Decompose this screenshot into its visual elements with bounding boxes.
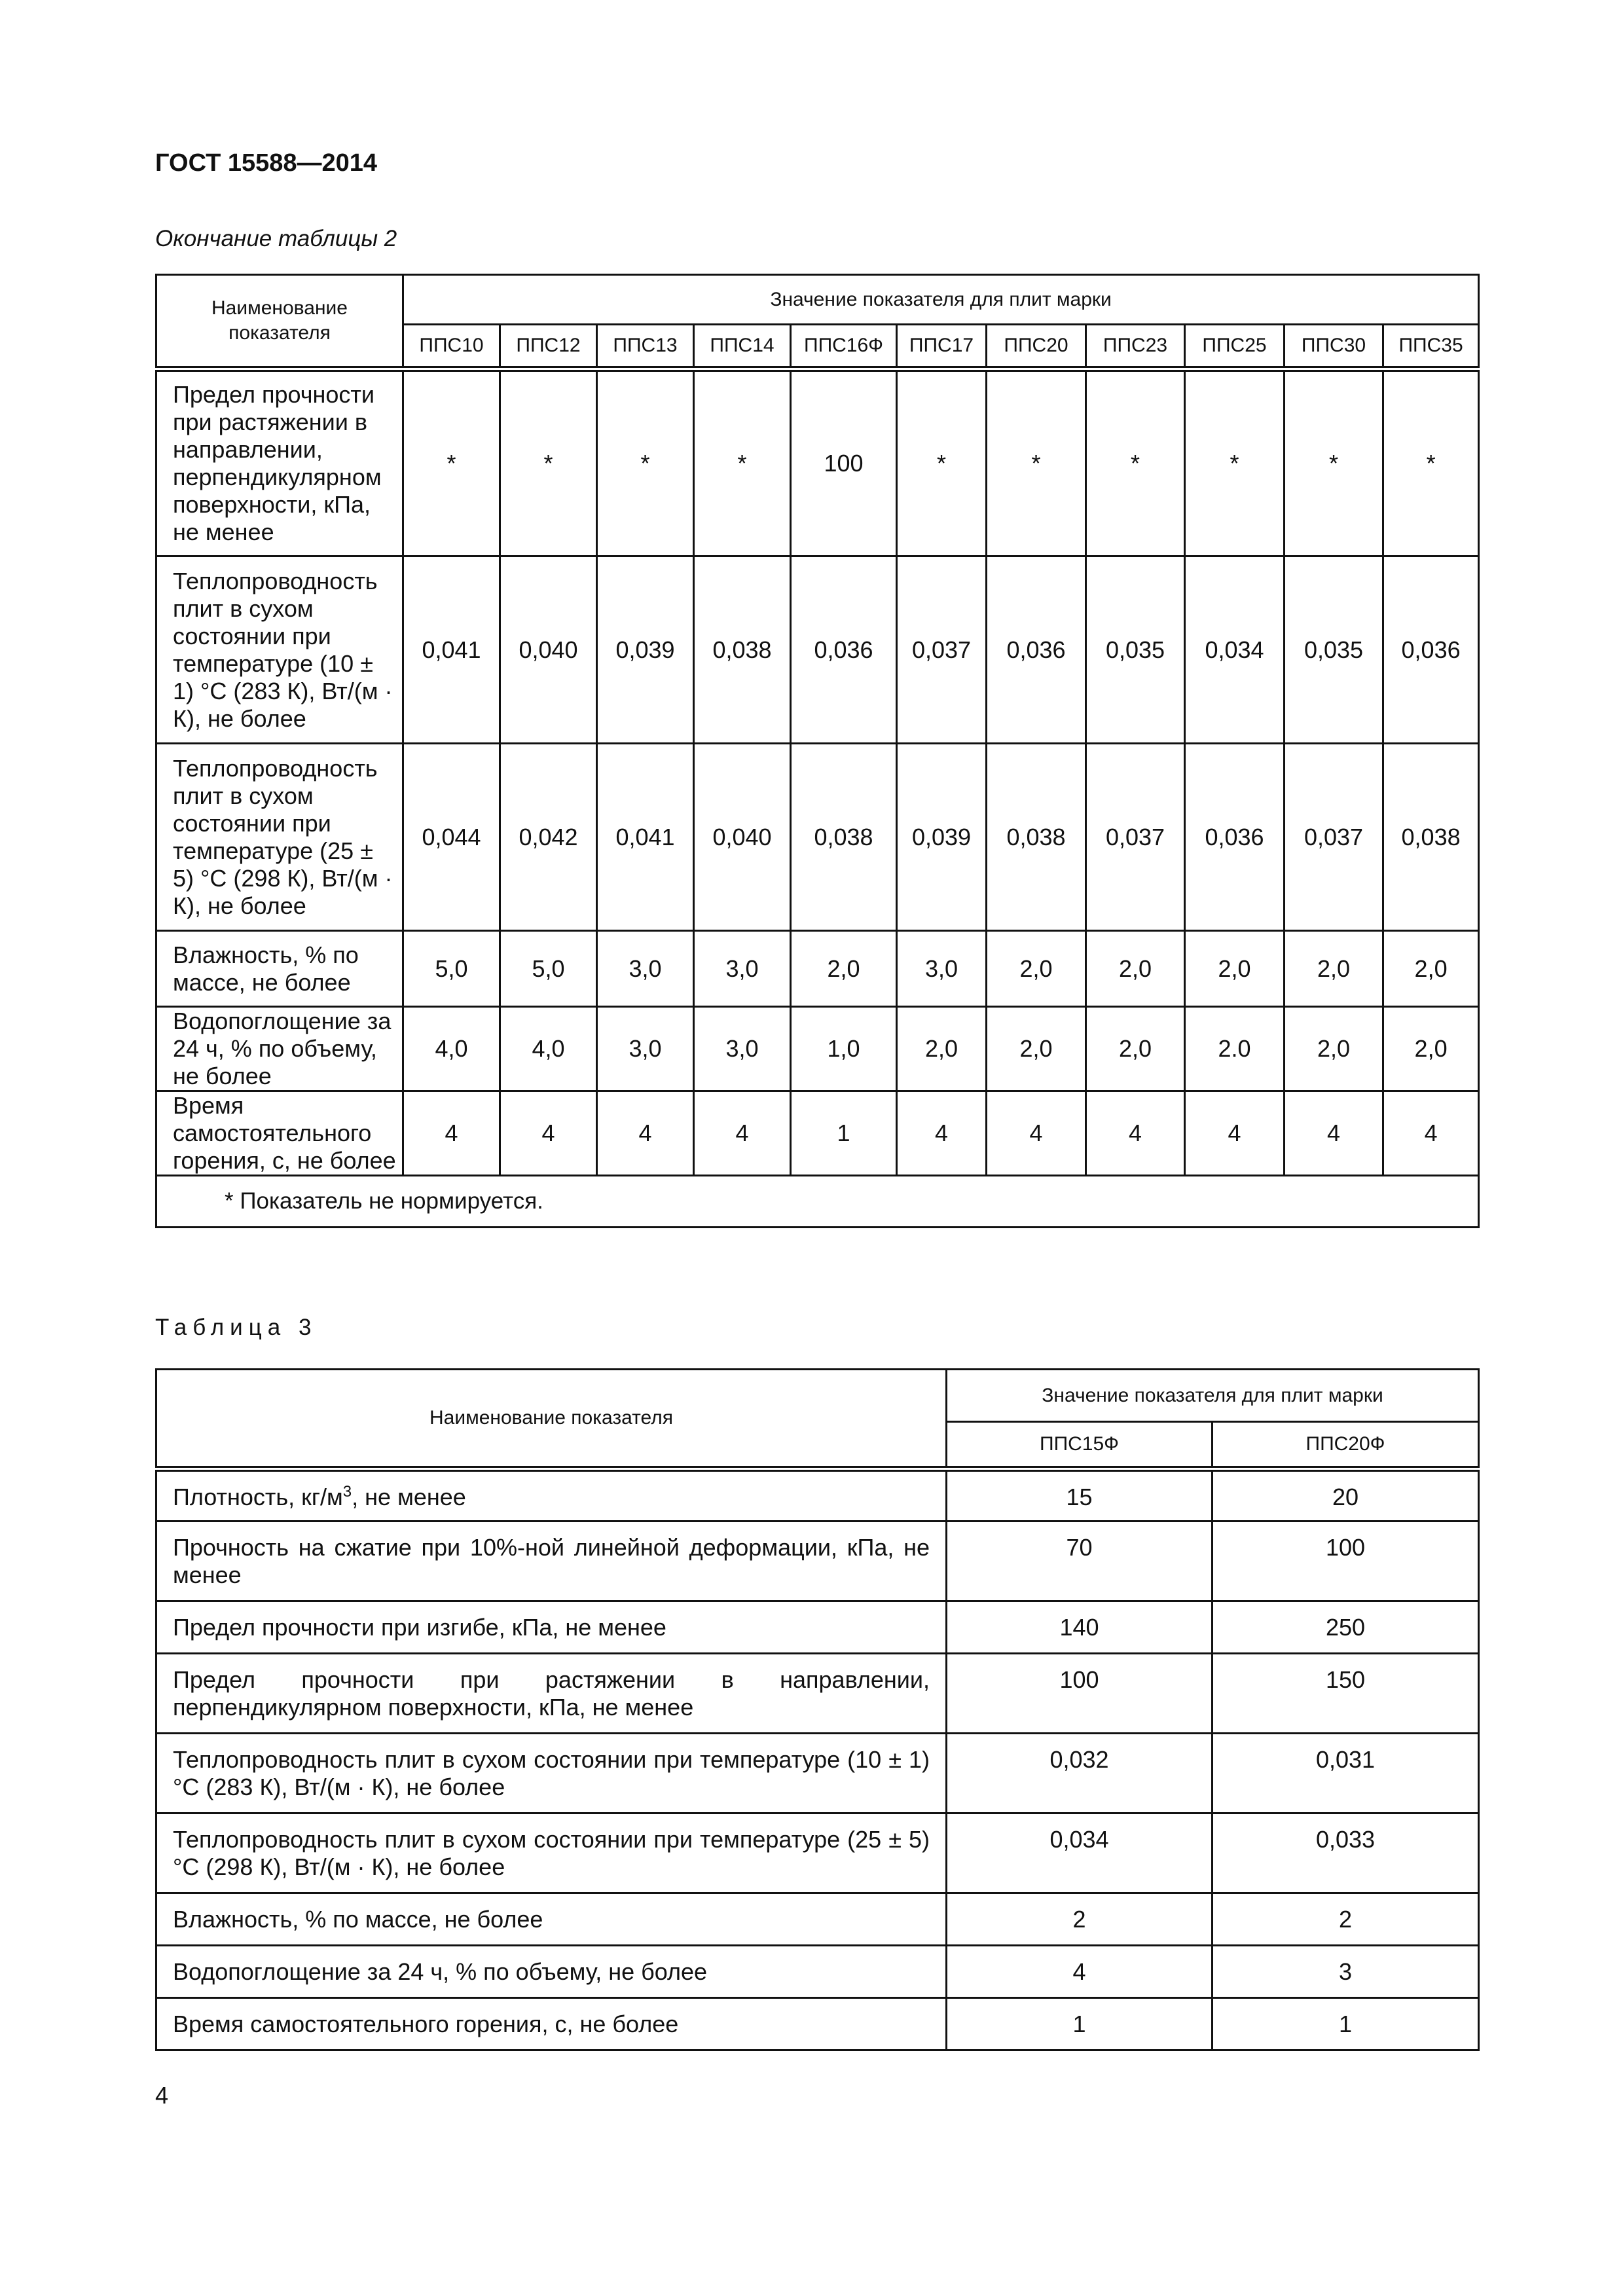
row-value: * bbox=[1383, 369, 1479, 556]
table-2-mark-header: ППС13 bbox=[597, 325, 694, 369]
row-value: 0,037 bbox=[1285, 744, 1383, 931]
table-row bbox=[156, 1893, 1479, 1946]
row-name: Теплопроводность плит в сухом состоянии при температуре (25 ± 5) °С (298 К), Вт/(м · К), не более bbox=[156, 1813, 947, 1893]
row-value: 1 bbox=[1213, 1998, 1479, 2050]
row-name: Время самостоятельного горения, с, не более bbox=[156, 1091, 403, 1176]
row-value: 2,0 bbox=[1185, 931, 1285, 1007]
table-row bbox=[156, 744, 1479, 931]
row-value: 0,038 bbox=[791, 744, 897, 931]
row-value: 2,0 bbox=[987, 1007, 1086, 1091]
row-value: 0,034 bbox=[947, 1813, 1213, 1893]
row-value: 0,034 bbox=[1185, 556, 1285, 744]
row-value: 0,033 bbox=[1213, 1813, 1479, 1893]
row-name bbox=[156, 1469, 947, 1522]
table-3-mark-header: ППС20Ф bbox=[1213, 1422, 1479, 1469]
row-name: Предел прочности при растяжении в направлении, перпендикулярном поверхности, кПа, не менее bbox=[156, 369, 403, 556]
row-value: 4,0 bbox=[500, 1007, 597, 1091]
row-value: 15 bbox=[947, 1469, 1213, 1522]
row-value: 2,0 bbox=[1285, 931, 1383, 1007]
table-2-mark-header: ППС30 bbox=[1285, 325, 1383, 369]
row-value: 4 bbox=[1086, 1091, 1185, 1176]
row-value: * bbox=[1185, 369, 1285, 556]
row-value: 2,0 bbox=[987, 931, 1086, 1007]
row-name: Водопоглощение за 24 ч, % по объему, не более bbox=[156, 1007, 403, 1091]
row-value: 3,0 bbox=[694, 931, 791, 1007]
table-row bbox=[156, 1091, 1479, 1176]
table-row bbox=[156, 1734, 1479, 1813]
density-label: Плотность, кг/м bbox=[173, 1484, 343, 1510]
table-3-name-header: Наименование показателя bbox=[156, 1370, 947, 1469]
row-value: 150 bbox=[1213, 1654, 1479, 1734]
row-value: 100 bbox=[791, 369, 897, 556]
row-value: 250 bbox=[1213, 1601, 1479, 1654]
row-value: 4 bbox=[1185, 1091, 1285, 1176]
row-value: 2,0 bbox=[791, 931, 897, 1007]
row-value: 2,0 bbox=[1086, 931, 1185, 1007]
row-value: 2,0 bbox=[1383, 931, 1479, 1007]
row-value: 4 bbox=[694, 1091, 791, 1176]
table-footnote: * Показатель не нормируется. bbox=[156, 1176, 1479, 1228]
row-value: 4 bbox=[897, 1091, 987, 1176]
row-value: 100 bbox=[947, 1654, 1213, 1734]
row-value: 0,036 bbox=[791, 556, 897, 744]
row-value: 0,035 bbox=[1285, 556, 1383, 744]
row-value: * bbox=[597, 369, 694, 556]
row-value: 100 bbox=[1213, 1522, 1479, 1601]
table-row bbox=[156, 369, 1479, 556]
row-value: 2,0 bbox=[897, 1007, 987, 1091]
row-value: 1,0 bbox=[791, 1007, 897, 1091]
table-row bbox=[156, 556, 1479, 744]
table-row bbox=[156, 1998, 1479, 2050]
row-value: 4 bbox=[1285, 1091, 1383, 1176]
table-2-caption: Окончание таблицы 2 bbox=[155, 226, 397, 251]
row-value: 0,031 bbox=[1213, 1734, 1479, 1813]
row-value: 1 bbox=[791, 1091, 897, 1176]
row-value: 3,0 bbox=[597, 1007, 694, 1091]
row-value: 0,035 bbox=[1086, 556, 1185, 744]
row-value: 4 bbox=[987, 1091, 1086, 1176]
table-2-mark-header: ППС14 bbox=[694, 325, 791, 369]
table-2-mark-header: ППС25 bbox=[1185, 325, 1285, 369]
table-row bbox=[156, 931, 1479, 1007]
row-name: Водопоглощение за 24 ч, % по объему, не более bbox=[156, 1946, 947, 1998]
row-name: Прочность на сжатие при 10%-ной линейной деформации, кПа, не менее bbox=[156, 1522, 947, 1601]
row-name: Теплопроводность плит в сухом состоянии при температуре (10 ± 1) °С (283 К), Вт/(м · К), не более bbox=[156, 556, 403, 744]
row-value: 5,0 bbox=[403, 931, 500, 1007]
row-value: 20 bbox=[1213, 1469, 1479, 1522]
row-value: 0,040 bbox=[694, 744, 791, 931]
row-value: 3,0 bbox=[897, 931, 987, 1007]
page-header: ГОСТ 15588—2014 bbox=[155, 149, 378, 177]
row-value: 0,036 bbox=[1383, 556, 1479, 744]
row-value: 0,042 bbox=[500, 744, 597, 931]
row-value: 4,0 bbox=[403, 1007, 500, 1091]
page-number: 4 bbox=[155, 2082, 169, 2109]
row-value: 2 bbox=[947, 1893, 1213, 1946]
table-2-mark-header: ППС17 bbox=[897, 325, 987, 369]
row-value: * bbox=[694, 369, 791, 556]
row-value: 0,041 bbox=[403, 556, 500, 744]
table-footnote-row bbox=[156, 1176, 1479, 1228]
row-value: 70 bbox=[947, 1522, 1213, 1601]
row-value: 0,040 bbox=[500, 556, 597, 744]
row-value: 4 bbox=[597, 1091, 694, 1176]
row-value: * bbox=[1285, 369, 1383, 556]
table-2-mark-header: ППС23 bbox=[1086, 325, 1185, 369]
row-value: 2,0 bbox=[1086, 1007, 1185, 1091]
row-value: 2,0 bbox=[1383, 1007, 1479, 1091]
row-value: 0,038 bbox=[694, 556, 791, 744]
row-value: 0,041 bbox=[597, 744, 694, 931]
table-2-mark-header: ППС20 bbox=[987, 325, 1086, 369]
density-exponent: 3 bbox=[342, 1483, 352, 1501]
row-value: 3,0 bbox=[597, 931, 694, 1007]
table-2-mark-header: ППС10 bbox=[403, 325, 500, 369]
row-name: Теплопроводность плит в сухом состоянии при температуре (10 ± 1) °С (283 К), Вт/(м · К), не более bbox=[156, 1734, 947, 1813]
table-row bbox=[156, 1813, 1479, 1893]
table-2-mark-header: ППС16Ф bbox=[791, 325, 897, 369]
row-value: * bbox=[500, 369, 597, 556]
row-name: Предел прочности при изгибе, кПа, не менее bbox=[156, 1601, 947, 1654]
row-value: 4 bbox=[500, 1091, 597, 1176]
table-2-mark-header: ППС12 bbox=[500, 325, 597, 369]
table-2-mark-header: ППС35 bbox=[1383, 325, 1479, 369]
table-2 bbox=[155, 274, 1480, 1228]
row-name: Предел прочности при растяжении в направлении, перпендикулярном поверхности, кПа, не менее bbox=[156, 1654, 947, 1734]
table-2-name-header: Наименование показателя bbox=[156, 275, 403, 369]
row-value: 140 bbox=[947, 1601, 1213, 1654]
table-2-values-header: Значение показателя для плит марки bbox=[403, 275, 1479, 325]
row-value: 1 bbox=[947, 1998, 1213, 2050]
row-name: Время самостоятельного горения, с, не более bbox=[156, 1998, 947, 2050]
row-value: 3,0 bbox=[694, 1007, 791, 1091]
row-value: 0,038 bbox=[987, 744, 1086, 931]
row-value: * bbox=[987, 369, 1086, 556]
row-value: 0,032 bbox=[947, 1734, 1213, 1813]
row-name: Влажность, % по массе, не более bbox=[156, 931, 403, 1007]
table-row bbox=[156, 1007, 1479, 1091]
row-value: 3 bbox=[1213, 1946, 1479, 1998]
row-value: 0,037 bbox=[1086, 744, 1185, 931]
row-value: 0,039 bbox=[597, 556, 694, 744]
table-3-caption: Таблица 3 bbox=[155, 1315, 318, 1340]
table-row bbox=[156, 1946, 1479, 1998]
row-value: 2,0 bbox=[1285, 1007, 1383, 1091]
row-value: 5,0 bbox=[500, 931, 597, 1007]
table-row bbox=[156, 1601, 1479, 1654]
row-value: 0,044 bbox=[403, 744, 500, 931]
table-3 bbox=[155, 1368, 1480, 2051]
row-value: 4 bbox=[947, 1946, 1213, 1998]
row-value: 0,039 bbox=[897, 744, 987, 931]
row-name: Теплопроводность плит в сухом состоянии при температуре (25 ± 5) °С (298 К), Вт/(м · К), не более bbox=[156, 744, 403, 931]
row-value: 4 bbox=[1383, 1091, 1479, 1176]
table-row bbox=[156, 1469, 1479, 1522]
row-name: Влажность, % по массе, не более bbox=[156, 1893, 947, 1946]
row-value: * bbox=[897, 369, 987, 556]
row-value: * bbox=[403, 369, 500, 556]
table-3-values-header: Значение показателя для плит марки bbox=[947, 1370, 1479, 1422]
row-value: * bbox=[1086, 369, 1185, 556]
row-value: 0,038 bbox=[1383, 744, 1479, 931]
row-value: 0,036 bbox=[987, 556, 1086, 744]
row-value: 2 bbox=[1213, 1893, 1479, 1946]
density-label-suffix: , не менее bbox=[352, 1484, 466, 1510]
row-value: 0,036 bbox=[1185, 744, 1285, 931]
row-value: 4 bbox=[403, 1091, 500, 1176]
table-row bbox=[156, 1522, 1479, 1601]
table-3-mark-header: ППС15Ф bbox=[947, 1422, 1213, 1469]
row-value: 0,037 bbox=[897, 556, 987, 744]
table-row bbox=[156, 1654, 1479, 1734]
row-value: 2.0 bbox=[1185, 1007, 1285, 1091]
